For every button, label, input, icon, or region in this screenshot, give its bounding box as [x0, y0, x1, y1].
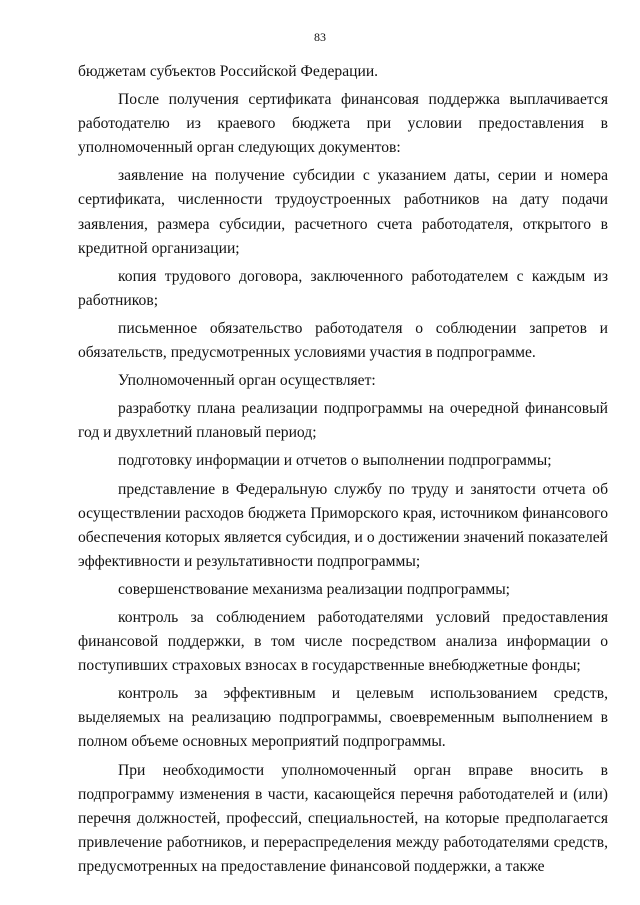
paragraph-program-amendments: При необходимости уполномоченный орган вправе вносить в подпрограмму изменения в части, касающейся перечня работодателей и (или) перечня должностей, профессий, специальностей, на которые предполагается привлечение работников, и перераспределения между работодателями средств, предусмотренных на предоставление финансовой поддержки, а также [78, 761, 608, 875]
paragraph-labor-contract-copy: копия трудового договора, заключенного работодателем с каждым из работников; [78, 267, 608, 309]
paragraph-mechanism-improvement: совершенствование механизма реализации подпрограммы; [118, 580, 510, 598]
document-body [78, 60, 608, 883]
paragraph-subsidy-application: заявление на получение субсидии с указанием даты, серии и номера сертификата, численности трудоустроенных работников на дату подачи заявления, размера субсидии, расчетного счета работодателя, открытого в кредитной организации; [78, 167, 608, 257]
paragraph-compliance-control: контроль за соблюдением работодателями условий предоставления финансовой поддержки, в том числе посредством анализа информации о поступивших страховых взносах в государственные внебюджетные фонды; [78, 608, 608, 675]
paragraph-funds-control: контроль за эффективным и целевым использованием средств, выделяемых на реализацию подпрограммы, своевременным выполнением в полном объеме основных мероприятий подпрограммы. [78, 685, 608, 751]
paragraph-authorized-body: Уполномоченный орган осуществляет: [118, 372, 376, 390]
paragraph-budget-subjects: бюджетам субъектов Российской Федерации. [78, 63, 379, 80]
paragraph-federal-service-report: представление в Федеральную службу по труду и занятости отчета об осуществлении расходов бюджета Приморского края, источником финансового обеспечения которых является субсидия, и о достижении значений показателей эффективности и результативности подпрограммы; [78, 480, 608, 570]
paragraph-reporting: подготовку информации и отчетов о выполнении подпрограммы; [118, 452, 552, 470]
page-number: 83 [314, 30, 326, 44]
paragraph-plan-development: разработку плана реализации подпрограммы на очередной финансовый год и двухлетний плановый период; [78, 400, 608, 442]
paragraph-written-obligation: письменное обязательство работодателя о соблюдении запретов и обязательств, предусмотренных условиями участия в подпрограмме. [78, 319, 608, 362]
paragraph-support-payment: После получения сертификата финансовая поддержка выплачивается работодателю из краевого бюджета при условии предоставления в уполномоченный орган следующих документов: [78, 91, 608, 157]
